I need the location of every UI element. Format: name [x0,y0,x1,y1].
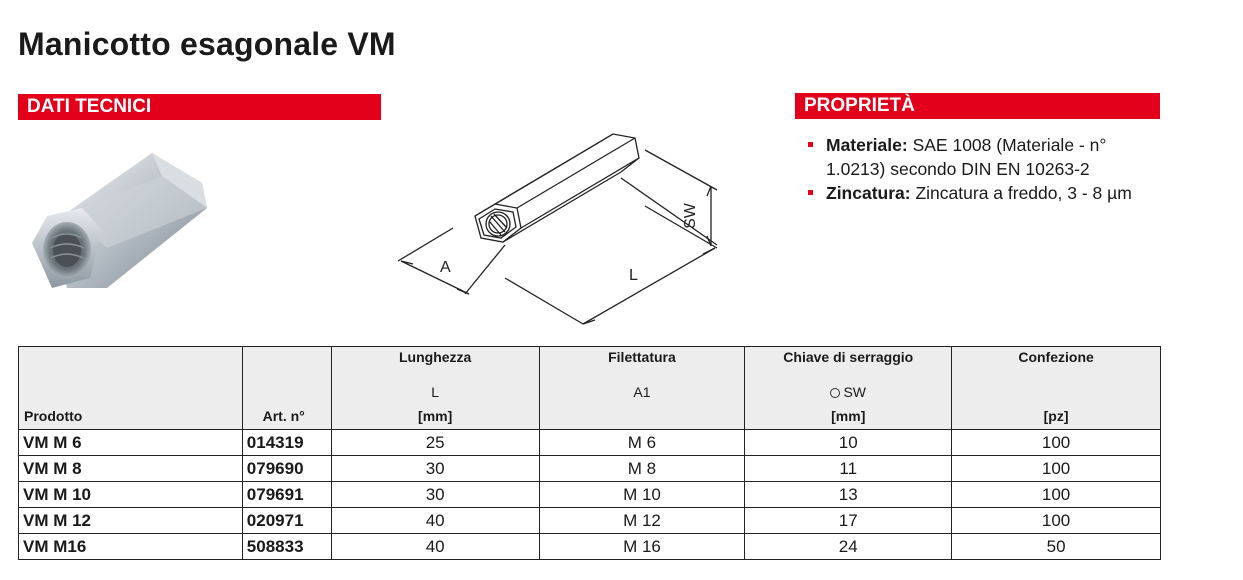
header-thread-title: Filettatura [608,349,676,365]
header-wrench [745,347,952,430]
cell-art: 079691 [242,482,331,508]
dim-label-a: A [440,259,451,276]
header-pack-title: Confezione [1018,349,1094,365]
cell-pack: 100 [952,430,1161,456]
cell-thread: M 10 [539,482,745,508]
header-length-title: Lunghezza [398,349,472,365]
header-wrench-symbol-wrap [745,384,951,400]
cell-length: 40 [331,508,539,534]
cell-wrench: 24 [745,534,952,560]
header-product [19,347,243,430]
cell-length: 40 [331,534,539,560]
bullet-icon [808,142,813,147]
page-title: Manicotto esagonale VM [18,26,396,62]
property-coating [808,181,1158,205]
header-wrench-title: Chiave di serraggio [783,349,914,365]
table-row [19,456,1161,482]
spec-table [18,346,1161,560]
header-thread-symbol: A1 [633,384,651,400]
property-text: SAE 1008 (Materiale - n° 1.0213) secondo DIN EN 10263-2 [826,135,1107,179]
cell-product: VM M 8 [19,456,243,482]
cell-product: VM M 6 [19,430,243,456]
cell-product: VM M16 [19,534,243,560]
cell-pack: 50 [952,534,1161,560]
cell-pack: 100 [952,508,1161,534]
section-header-technical: DATI TECNICI [18,94,381,120]
properties-list [808,133,1158,205]
cell-wrench: 11 [745,456,952,482]
cell-pack: 100 [952,482,1161,508]
header-pack-unit: [pz] [1043,408,1069,424]
cell-art: 079690 [242,456,331,482]
cell-length: 30 [331,456,539,482]
cell-thread: M 6 [539,430,745,456]
header-product-label: Prodotto [24,408,83,424]
header-length-symbol: L [431,384,440,400]
property-label: Zincatura: [826,183,911,203]
technical-drawing [395,128,725,333]
table-row [19,430,1161,456]
cell-pack: 100 [952,456,1161,482]
cell-art: 014319 [242,430,331,456]
cell-product: VM M 12 [19,508,243,534]
product-photo [22,138,222,318]
dim-label-sw: SW [682,203,699,229]
cell-art: 020971 [242,508,331,534]
header-wrench-unit: [mm] [831,408,866,424]
table-row [19,482,1161,508]
header-length [331,347,539,430]
cell-art: 508833 [242,534,331,560]
cell-length: 30 [331,482,539,508]
dim-label-l: L [629,267,638,284]
table-header-row [19,347,1161,430]
cell-wrench: 10 [745,430,952,456]
table-row [19,508,1161,534]
cell-thread: M 16 [539,534,745,560]
circle-icon [830,388,840,398]
header-wrench-symbol: SW [843,384,867,400]
property-material [808,133,1158,181]
property-label: Materiale: [826,135,908,155]
header-pack [952,347,1161,430]
cell-length: 25 [331,430,539,456]
header-thread [539,347,745,430]
cell-thread: M 12 [539,508,745,534]
header-length-unit: [mm] [418,408,453,424]
property-text: Zincatura a freddo, 3 - 8 µm [915,183,1132,203]
cell-wrench: 13 [745,482,952,508]
cell-wrench: 17 [745,508,952,534]
header-art [242,347,331,430]
bullet-icon [808,190,813,195]
header-art-label: Art. n° [262,408,305,424]
table-row [19,534,1161,560]
cell-product: VM M 10 [19,482,243,508]
cell-thread: M 8 [539,456,745,482]
section-header-properties: PROPRIETÀ [795,93,1160,119]
